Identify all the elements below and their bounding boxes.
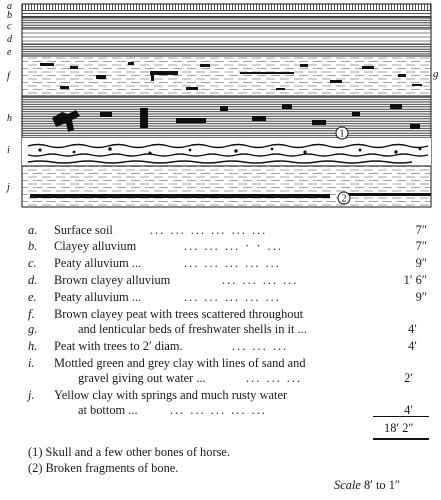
- legend-key: h.: [28, 339, 38, 353]
- legend-key: d.: [28, 273, 38, 287]
- legend-key: i.: [28, 356, 35, 370]
- legend-text: Peat with trees to 2′ diam.: [54, 339, 183, 353]
- legend-text: and lenticular beds of freshwater shells in it ...: [78, 322, 307, 336]
- legend-text: Yellow clay with springs and much rusty water: [54, 388, 288, 402]
- legend-key: c.: [28, 256, 37, 270]
- legend-text: Brown clayey alluvium: [54, 273, 171, 287]
- section-key-d: d: [7, 34, 12, 45]
- legend-key: a.: [28, 223, 38, 237]
- legend-text: Peaty alluvium ...: [54, 256, 142, 270]
- section-key-j: j: [7, 182, 10, 193]
- legend-text: Brown clayey peat with trees scattered throughout: [54, 307, 304, 321]
- total-rule-top: [373, 416, 429, 417]
- legend-text: gravel giving out water ...: [78, 371, 206, 385]
- section-key-h: h: [7, 113, 12, 124]
- legend-thickness: 4′: [408, 339, 417, 353]
- legend-dots: ... ... ... · · ...: [184, 239, 283, 253]
- legend-dots: ... ... ... ...: [222, 273, 299, 287]
- legend-key: g.: [28, 322, 38, 336]
- section-key-g: g: [433, 68, 439, 80]
- legend-dots: ... ... ...: [246, 371, 303, 385]
- legend-text: Clayey alluvium: [54, 239, 137, 253]
- section-key-i: i: [7, 145, 10, 156]
- legend-text: Peaty alluvium ...: [54, 290, 142, 304]
- legend-dots: ... ... ... ... ...: [184, 256, 281, 270]
- legend-text: Surface soil: [54, 223, 113, 237]
- legend-key: f.: [28, 307, 35, 321]
- legend-thickness: 9″: [415, 256, 427, 270]
- legend-dots: ... ... ... ... ...: [170, 403, 267, 417]
- scale-label: [334, 478, 400, 493]
- legend-key: e.: [28, 290, 37, 304]
- note-2: (2) Broken fragments of bone.: [28, 461, 179, 475]
- section-key-b: b: [7, 10, 12, 21]
- legend-text: Mottled green and grey clay with lines of sand and: [54, 356, 306, 370]
- legend-thickness: 1′ 6″: [403, 273, 427, 287]
- svg-text:2: 2: [341, 193, 347, 205]
- legend-key: j.: [28, 388, 35, 402]
- note-1: (1) Skull and a few other bones of horse.: [28, 445, 230, 459]
- section-key-a: a: [7, 1, 12, 12]
- legend-thickness: 7″: [415, 239, 427, 253]
- legend-dots: ... ... ...: [232, 339, 289, 353]
- legend-thickness: 2′: [404, 371, 413, 385]
- legend-thickness: 9″: [415, 290, 427, 304]
- legend-dots: ... ... ... ... ... ...: [150, 223, 268, 237]
- legend-key: b.: [28, 239, 38, 253]
- legend-thickness: 7″: [415, 223, 427, 237]
- scale-value: 8′ to 1″: [363, 478, 401, 492]
- total-thickness: 18′ 2″: [384, 421, 414, 435]
- legend-thickness: 4′: [404, 403, 413, 417]
- legend-total: [384, 421, 414, 435]
- total-rule-bottom: [373, 438, 429, 440]
- section-key-c: c: [7, 21, 12, 32]
- legend-text: at bottom ...: [78, 403, 138, 417]
- section-key-f: f: [7, 71, 10, 82]
- scale-word: Scale: [334, 478, 361, 492]
- legend-thickness: 4′: [408, 322, 417, 336]
- section-key-e: e: [7, 47, 12, 58]
- svg-text:1: 1: [339, 128, 345, 140]
- legend-dots: ... ... ... ... ...: [184, 290, 281, 304]
